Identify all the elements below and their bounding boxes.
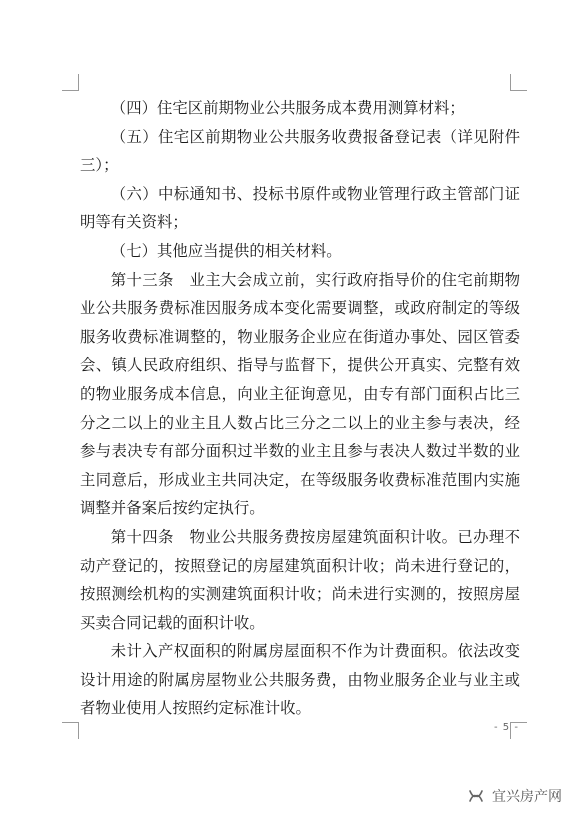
crop-mark-top-right: [510, 74, 527, 91]
paragraph-article-13: 第十三条 业主大会成立前，实行政府指导价的住宅前期物业公共服务费标准因服务成本变化需要调整，或政府制定的等级服务收费标准调整的，物业服务企业应在街道办事处、园区管委会、镇人民政府组织、指导与监督下，提供公开真实、完整有效的物业服务成本信息，向业主征询意见，由专有部门面积占比三分之二以上的业主且人数占比三分之二以上的业主参与表决，经参与表决专有部分面积过半数的业主且参与表决人数过半数的业主同意后，形成业主共同决定，在等级服务收费标准范围内实施调整并备案后按约定执行。: [80, 270, 520, 518]
paragraph-item-6: （六）中标通知书、投标书原件或物业管理行政主管部门证明等有关资料；: [80, 184, 520, 232]
paragraph-item-7: （七）其他应当提供的相关材料。: [110, 241, 342, 260]
paragraph-article-14-cont: 未计入产权面积的附属房屋面积不作为计费面积。依法改变设计用途的附属房屋物业公共服务费，由物业服务企业与业主或者物业使用人按照约定标准计收。: [80, 642, 520, 718]
crop-mark-top-left: [62, 74, 79, 91]
crop-mark-bottom-left: [62, 722, 79, 739]
paragraph-article-14: 第十四条 物业公共服务费按房屋建筑面积计收。已办理不动产登记的，按照登记的房屋建筑面积计收；尚未进行登记的，按照测绘机构的实测建筑面积计收；尚未进行实测的，按照房屋买卖合同记载的面积计收。: [80, 527, 520, 632]
document-body: [80, 94, 520, 723]
watermark-text: 宜兴房产网: [492, 789, 562, 805]
watermark: [466, 786, 562, 806]
paragraph-item-5: （五）住宅区前期物业公共服务收费报备登记表（详见附件三）；: [80, 127, 520, 175]
page-number: - 5 -: [494, 722, 519, 733]
paragraph-item-4: （四）住宅区前期物业公共服务成本费用测算材料；: [110, 99, 465, 117]
wechat-channel-icon: [466, 786, 486, 806]
